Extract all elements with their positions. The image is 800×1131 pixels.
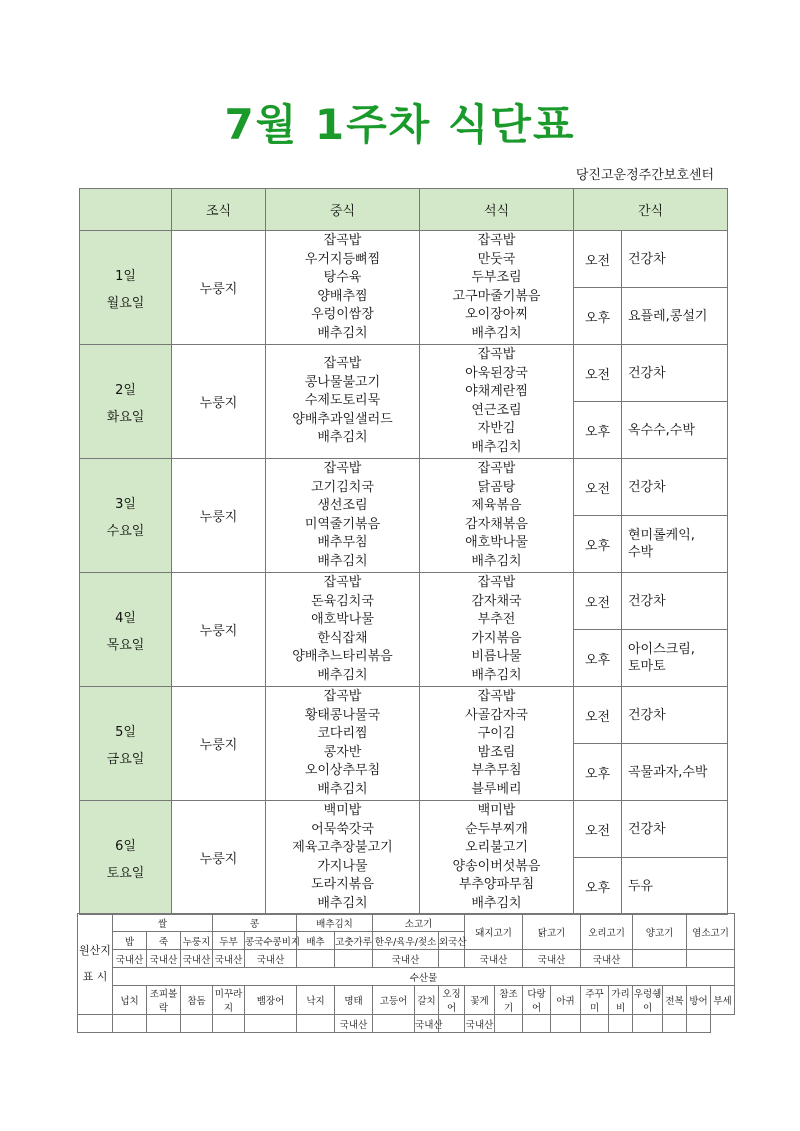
seafood-origin [181, 1015, 213, 1033]
lunch-item: 배추김치 [317, 895, 368, 911]
snack-am: 건강차 [622, 801, 728, 858]
lunch-item: 양배추찜 [317, 288, 368, 304]
day-cell [80, 459, 172, 573]
dinner-item: 자반김 [477, 421, 516, 436]
origin-value: 국내산 [245, 950, 297, 968]
dinner-item: 감자채국 [471, 593, 522, 609]
snack-pm-label: 오후 [574, 402, 622, 459]
seafood-name: 우렁쉥이 [633, 986, 663, 1015]
origin-value [633, 950, 687, 968]
dinner-item: 부추전 [477, 612, 516, 627]
header-breakfast: 조식 [172, 189, 266, 231]
dinner-item: 비름나물 [471, 649, 522, 664]
origin-pork: 돼지고기 [465, 914, 523, 950]
page-title: 7월 1주차 식단표 [224, 100, 576, 149]
lunch-item: 미역줄기볶음 [304, 516, 381, 532]
snack-am-label: 오전 [574, 687, 622, 744]
breakfast-cell: 누룽지 [172, 801, 266, 915]
snack-am-label: 오전 [574, 231, 622, 288]
dinner-cell [420, 231, 574, 345]
origin-table [77, 913, 735, 1033]
dinner-item: 배추김치 [471, 895, 522, 911]
dinner-item: 배추김치 [471, 325, 522, 341]
seafood-origin [609, 1015, 633, 1033]
lunch-item: 코다리찜 [317, 726, 368, 741]
dinner-item: 배추김치 [471, 667, 522, 683]
seafood-origin [297, 1015, 335, 1033]
origin-value: 국내산 [213, 950, 245, 968]
seafood-origin: 국내산 [415, 1015, 439, 1033]
dinner-item: 부추무침 [471, 763, 522, 778]
origin-group-beef: 소고기 [373, 914, 465, 932]
seafood-origin: 국내산 [335, 1015, 373, 1033]
lunch-cell [266, 573, 420, 687]
seafood-name: 넙치 [113, 986, 147, 1015]
seafood-name: 미꾸라지 [213, 986, 245, 1015]
dinner-item: 잡곡밥 [477, 461, 516, 476]
dinner-item: 잡곡밥 [477, 233, 516, 248]
lunch-item: 양배추과일샐러드 [292, 411, 393, 427]
snack-pm: 옥수수,수박 [622, 402, 728, 459]
lunch-item: 배추김치 [317, 553, 368, 569]
snack-am-label: 오전 [574, 573, 622, 630]
seafood-origin: 국내산 [465, 1015, 495, 1033]
seafood-name: 참돔 [181, 986, 213, 1015]
origin-rice: 밥 [113, 932, 147, 950]
snack-pm-label: 오후 [574, 858, 622, 915]
header-day [80, 189, 172, 231]
dinner-item: 잡곡밥 [477, 689, 516, 704]
origin-duck: 오리고기 [581, 914, 633, 950]
seafood-name: 명태 [335, 986, 373, 1015]
lunch-item: 잡곡밥 [323, 461, 362, 476]
seafood-origin [213, 1015, 245, 1033]
day-cell [80, 345, 172, 459]
origin-hanwoo: 한우/육우/젖소 [373, 932, 439, 950]
origin-goat: 염소고기 [687, 914, 735, 950]
day-cell [80, 687, 172, 801]
seafood-origin [551, 1015, 581, 1033]
origin-value: 국내산 [581, 950, 633, 968]
seafood-name: 주꾸미 [581, 986, 609, 1015]
seafood-name: 아귀 [551, 986, 581, 1015]
dinner-cell [420, 687, 574, 801]
snack-pm: 아이스크림, 토마토 [622, 630, 728, 687]
dinner-item: 사골감자국 [465, 707, 528, 723]
snack-pm: 두유 [622, 858, 728, 915]
breakfast-cell: 누룽지 [172, 459, 266, 573]
seafood-name: 오징어 [439, 986, 465, 1015]
lunch-item: 우거지등뼈찜 [304, 251, 381, 267]
snack-am-label: 오전 [574, 801, 622, 858]
lunch-item: 어묵쑥갓국 [311, 821, 374, 837]
lunch-item: 제육고추장불고기 [292, 840, 393, 855]
snack-am: 건강차 [622, 345, 728, 402]
lunch-item: 탕수육 [323, 270, 362, 285]
seafood-origin [663, 1015, 687, 1033]
dinner-item: 밤조림 [477, 744, 516, 760]
origin-value: 국내산 [523, 950, 581, 968]
dinner-item: 두부조림 [471, 270, 522, 285]
dinner-cell [420, 573, 574, 687]
seafood-origin [78, 1015, 113, 1033]
snack-pm-label: 오후 [574, 516, 622, 573]
origin-value [439, 950, 465, 968]
day-date: 5일 [115, 724, 136, 740]
lunch-item: 잡곡밥 [323, 233, 362, 248]
seafood-origin [581, 1015, 609, 1033]
lunch-cell [266, 459, 420, 573]
lunch-item: 잡곡밥 [323, 575, 362, 590]
lunch-item: 잡곡밥 [323, 689, 362, 704]
seafood-origin [687, 1015, 711, 1033]
lunch-item: 도라지볶음 [311, 877, 374, 892]
lunch-item: 콩나물불고기 [304, 374, 381, 390]
day-weekday: 토요일 [106, 865, 145, 881]
origin-chili: 고춧가루 [335, 932, 373, 950]
organization-name: 당진고운정주간보호센터 [575, 168, 714, 183]
lunch-item: 돈육김치국 [311, 593, 374, 609]
day-date: 3일 [115, 496, 136, 512]
lunch-item: 배추김치 [317, 781, 368, 797]
dinner-item: 배추김치 [471, 553, 522, 569]
day-date: 2일 [115, 382, 136, 398]
dinner-item: 잡곡밥 [477, 347, 516, 362]
seafood-origin [113, 1015, 147, 1033]
day-date: 6일 [115, 838, 136, 854]
origin-value: 국내산 [465, 950, 523, 968]
dinner-item: 닭곰탕 [477, 479, 516, 495]
header-dinner: 석식 [420, 189, 574, 231]
dinner-item: 양송이버섯볶음 [452, 858, 541, 874]
dinner-item: 야채계란찜 [465, 384, 528, 399]
lunch-item: 콩자반 [323, 744, 362, 760]
snack-pm-label: 오후 [574, 744, 622, 801]
lunch-item: 배추김치 [317, 430, 368, 446]
seafood-name: 방어 [687, 986, 711, 1015]
snack-pm: 현미롤케익, 수박 [622, 516, 728, 573]
dinner-cell [420, 459, 574, 573]
breakfast-cell: 누룽지 [172, 231, 266, 345]
day-cell [80, 801, 172, 915]
dinner-item: 제육볶음 [471, 498, 522, 513]
day-cell [80, 573, 172, 687]
dinner-item: 애호박나물 [465, 535, 528, 550]
origin-value [687, 950, 735, 968]
day-weekday: 월요일 [106, 295, 145, 311]
seafood-origin [523, 1015, 551, 1033]
dinner-item: 아욱된장국 [465, 365, 528, 381]
origin-cabbage: 배추 [297, 932, 335, 950]
lunch-item: 잡곡밥 [323, 356, 362, 372]
seafood-name: 가리비 [609, 986, 633, 1015]
origin-imported: 외국산 [439, 932, 465, 950]
lunch-cell [266, 231, 420, 345]
day-cell [80, 231, 172, 345]
seafood-name: 다랑어 [523, 986, 551, 1015]
origin-value: 국내산 [147, 950, 181, 968]
dinner-item: 오이장아찌 [465, 307, 528, 322]
dinner-cell [420, 345, 574, 459]
seafood-name: 참조기 [495, 986, 523, 1015]
dinner-item: 오리불고기 [465, 840, 528, 855]
breakfast-cell: 누룽지 [172, 687, 266, 801]
dinner-item: 감자채볶음 [465, 516, 528, 532]
snack-pm: 곡물과자,수박 [622, 744, 728, 801]
dinner-item: 백미밥 [477, 803, 516, 818]
snack-pm-label: 오후 [574, 630, 622, 687]
seafood-origin [495, 1015, 523, 1033]
origin-group-bean: 콩 [213, 914, 297, 932]
seafood-origin [147, 1015, 181, 1033]
snack-am-label: 오전 [574, 459, 622, 516]
seafood-name: 전복 [663, 986, 687, 1015]
breakfast-cell: 누룽지 [172, 573, 266, 687]
origin-soymilk: 콩국수콩비지 [245, 932, 297, 950]
dinner-item: 부추양파무침 [458, 877, 535, 892]
origin-group-kimchi: 배추김치 [297, 914, 373, 932]
day-weekday: 금요일 [106, 751, 145, 767]
lunch-item: 백미밥 [323, 803, 362, 818]
seafood-name: 고등어 [373, 986, 415, 1015]
lunch-item: 배추김치 [317, 667, 368, 683]
dinner-cell [420, 801, 574, 915]
lunch-item: 고기김치국 [311, 479, 374, 495]
lunch-item: 가지나물 [317, 858, 368, 874]
origin-tofu: 두부 [213, 932, 245, 950]
day-weekday: 화요일 [106, 409, 145, 425]
day-date: 1일 [115, 268, 136, 284]
seafood-origin [633, 1015, 663, 1033]
dinner-item: 구이김 [477, 726, 516, 741]
seafood-name: 조피볼락 [147, 986, 181, 1015]
snack-am: 건강차 [622, 687, 728, 744]
origin-nurungji: 누룽지 [181, 932, 213, 950]
snack-am-label: 오전 [574, 345, 622, 402]
seafood-name: 꽃게 [465, 986, 495, 1015]
dinner-item: 가지볶음 [471, 630, 522, 646]
day-weekday: 수요일 [106, 523, 145, 539]
snack-am: 건강차 [622, 459, 728, 516]
day-weekday: 목요일 [106, 637, 145, 653]
header-lunch: 중식 [266, 189, 420, 231]
dinner-item: 만둣국 [477, 251, 516, 267]
origin-side-label: 원산지 표 시 [78, 914, 113, 1015]
lunch-item: 애호박나물 [311, 612, 374, 627]
origin-lamb: 양고기 [633, 914, 687, 950]
dinner-item: 배추김치 [471, 439, 522, 455]
origin-seafood-title: 수산물 [113, 968, 735, 986]
origin-porridge: 죽 [147, 932, 181, 950]
lunch-item: 양배추느타리볶음 [292, 649, 393, 664]
seafood-name: 뱀장어 [245, 986, 297, 1015]
dinner-item: 고구마줄기볶음 [452, 288, 541, 304]
dinner-item: 블루베리 [471, 781, 522, 797]
lunch-item: 수제도토리묵 [304, 393, 381, 409]
lunch-cell [266, 687, 420, 801]
lunch-item: 배추무침 [317, 535, 368, 550]
lunch-item: 생선조림 [317, 498, 368, 513]
origin-value [297, 950, 335, 968]
snack-am: 건강차 [622, 573, 728, 630]
meal-table [79, 188, 728, 915]
lunch-item: 배추김치 [317, 325, 368, 341]
snack-pm: 요플레,콩설기 [622, 288, 728, 345]
snack-am: 건강차 [622, 231, 728, 288]
header-snack: 간식 [574, 189, 728, 231]
origin-value: 국내산 [113, 950, 147, 968]
seafood-origin [245, 1015, 297, 1033]
lunch-item: 오이상추무침 [304, 763, 381, 778]
origin-group-rice: 쌀 [113, 914, 213, 932]
lunch-item: 황태콩나물국 [304, 707, 381, 723]
seafood-origin [373, 1015, 415, 1033]
origin-chicken: 닭고기 [523, 914, 581, 950]
seafood-name: 갈치 [415, 986, 439, 1015]
dinner-item: 연근조림 [471, 402, 522, 418]
origin-value [335, 950, 373, 968]
snack-pm-label: 오후 [574, 288, 622, 345]
day-date: 4일 [115, 610, 136, 626]
lunch-cell [266, 345, 420, 459]
lunch-item: 한식잡채 [317, 630, 368, 646]
lunch-item: 우렁이쌈장 [311, 307, 374, 322]
seafood-name: 낙지 [297, 986, 335, 1015]
dinner-item: 잡곡밥 [477, 575, 516, 590]
dinner-item: 순두부찌개 [465, 821, 528, 837]
seafood-name: 부세 [711, 986, 735, 1015]
origin-value: 국내산 [373, 950, 439, 968]
breakfast-cell: 누룽지 [172, 345, 266, 459]
origin-value: 국내산 [181, 950, 213, 968]
lunch-cell [266, 801, 420, 915]
